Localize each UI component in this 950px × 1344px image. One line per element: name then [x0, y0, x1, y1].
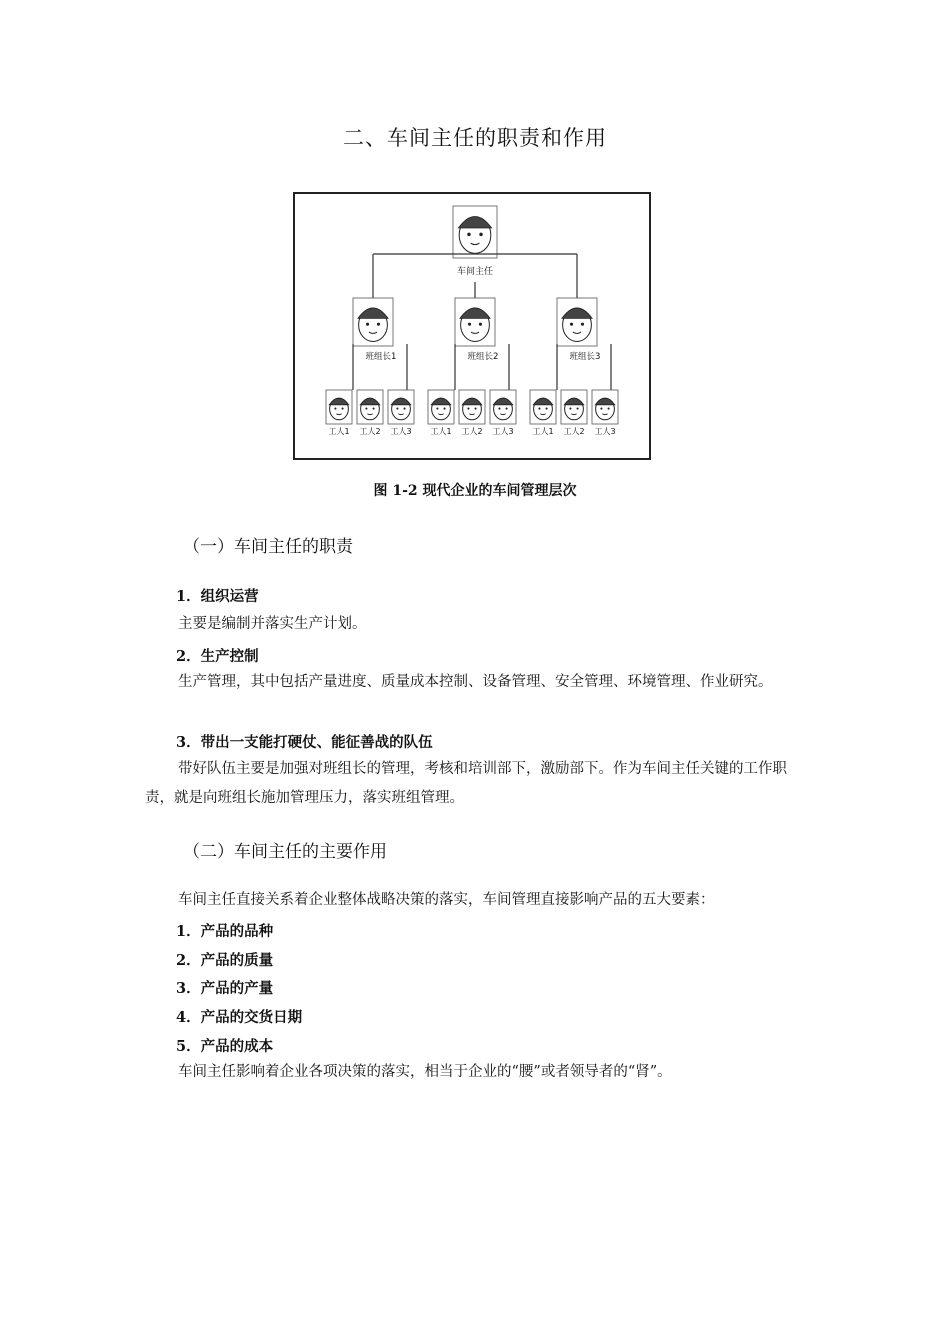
page-title: 二、车间主任的职责和作用 — [343, 126, 607, 150]
worker-label: 工人1 — [430, 427, 452, 436]
worker-icon — [357, 390, 383, 424]
worker-icon — [592, 390, 618, 424]
worker-icon — [459, 390, 485, 424]
worker-label: 工人3 — [390, 427, 412, 436]
worker-label: 工人1 — [328, 427, 350, 436]
section2-item-1: 1．产品的品种 — [176, 923, 274, 940]
leader-3-label: 班组长3 — [569, 352, 601, 362]
section1-item1-title: 1．组织运营 — [176, 588, 259, 605]
section1-item1-text: 主要是编制并落实生产计划。 — [178, 616, 367, 632]
manager-icon — [453, 206, 497, 258]
manager-label: 车间主任 — [456, 267, 494, 277]
section2-heading: （二）车间主任的主要作用 — [183, 842, 387, 862]
section2-item-5: 5．产品的成本 — [176, 1038, 274, 1055]
figure-caption: 图 1-2 现代企业的车间管理层次 — [373, 483, 577, 499]
leader-2-icon — [455, 298, 495, 346]
worker-icon — [428, 390, 454, 424]
leader-2-label: 班组长2 — [467, 352, 499, 362]
worker-icon — [490, 390, 516, 424]
worker-label: 工人1 — [532, 427, 554, 436]
worker-label: 工人2 — [461, 427, 483, 436]
section1-item2-text: 生产管理，其中包括产量进度、质量成本控制、设备管理、安全管理、环境管理、作业研究。 — [178, 674, 773, 690]
worker-label: 工人3 — [594, 427, 616, 436]
section1-item3-title: 3．带出一支能打硬仗、能征善战的队伍 — [176, 734, 433, 751]
section2-item-4: 4．产品的交货日期 — [176, 1009, 303, 1026]
leader-1-label: 班组长1 — [365, 352, 397, 362]
section2-conclusion: 车间主任影响着企业各项决策的落实，相当于企业的“腰”或者领导者的“肾”。 — [178, 1064, 672, 1080]
section2-intro: 车间主任直接关系着企业整体战略决策的落实，车间管理直接影响产品的五大要素： — [178, 892, 715, 908]
worker-label: 工人2 — [359, 427, 381, 436]
org-chart-figure — [293, 192, 651, 460]
worker-icon — [388, 390, 414, 424]
section1-heading: （一）车间主任的职责 — [183, 537, 353, 557]
worker-label: 工人3 — [492, 427, 514, 436]
section2-item-2: 2．产品的质量 — [176, 952, 274, 969]
worker-icon — [326, 390, 352, 424]
section1-item2-title: 2．生产控制 — [176, 648, 259, 665]
worker-icon — [561, 390, 587, 424]
section1-item3-text: 带好队伍主要是加强对班组长的管理，考核和培训部下，激励部下。作为车间主任关键的工作职责，就是向班组长施加管理压力，落实班组管理。 — [145, 761, 787, 806]
leader-1-icon — [353, 298, 393, 346]
section2-item-3: 3．产品的产量 — [176, 980, 274, 997]
worker-icon — [530, 390, 556, 424]
org-chart-svg — [295, 194, 649, 458]
worker-label: 工人2 — [563, 427, 585, 436]
leader-3-icon — [557, 298, 597, 346]
